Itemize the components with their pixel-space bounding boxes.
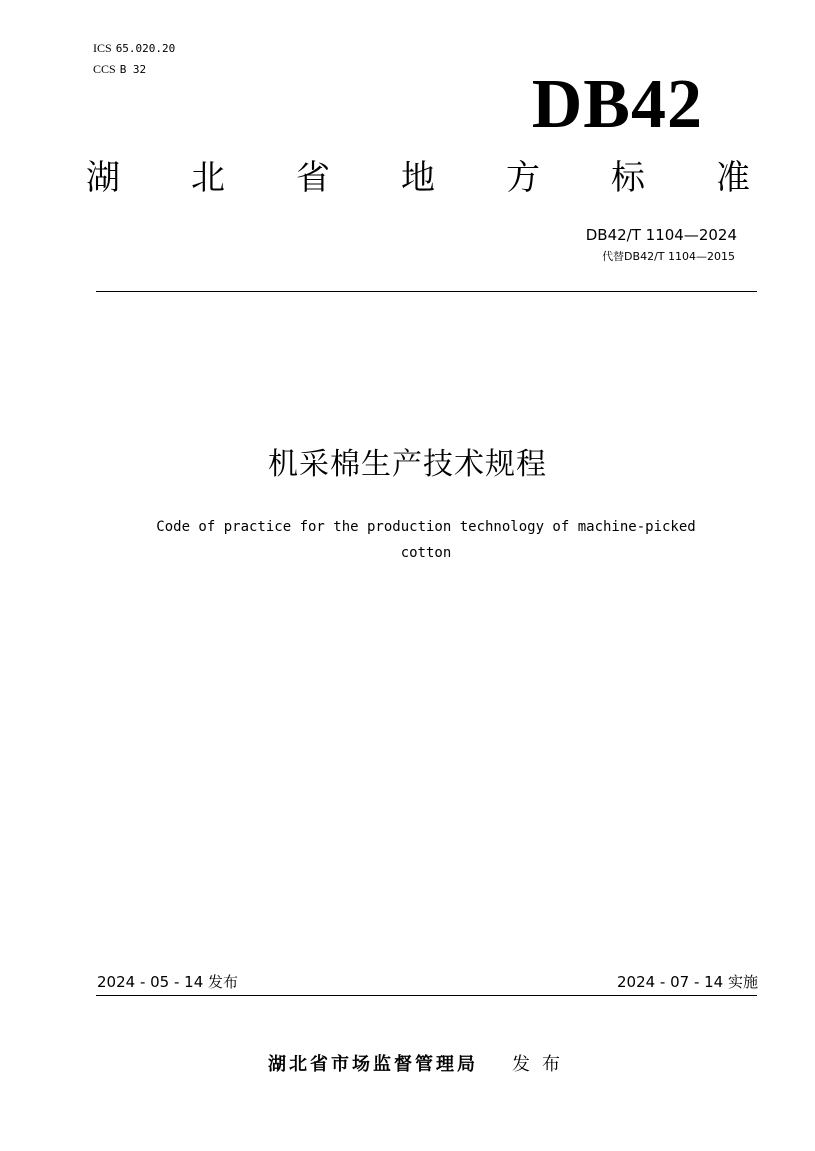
standard-type-char: 标 (611, 158, 645, 198)
ics-value: 65.020.20 (115, 42, 176, 55)
ics-code (93, 41, 175, 56)
standard-type-title (86, 156, 750, 200)
ics-label: ICS (93, 41, 112, 55)
standard-mark: DB42 (531, 66, 703, 143)
ccs-code (93, 62, 146, 77)
standard-type-char: 地 (401, 158, 435, 198)
header-divider (96, 291, 757, 292)
issuer-block (0, 1053, 815, 1077)
issue-label: 发布 (512, 1054, 572, 1075)
title-en-line: Code of practice for the production technology of machine-picked (156, 519, 696, 535)
standard-type-char: 北 (191, 158, 225, 198)
publish-date: 2024 - 05 - 14 发布 (97, 973, 239, 991)
replaced-standard: 代替DB42/T 1104—2015 (602, 250, 735, 263)
document-title-cn: 机采棉生产技术规程 (268, 447, 547, 482)
footer-divider (96, 995, 757, 996)
title-en-line: cotton (400, 545, 452, 561)
ccs-value: B 32 (119, 63, 147, 76)
standard-number: DB42/T 1104—2024 (585, 226, 737, 244)
ccs-label: CCS (93, 62, 116, 76)
standard-type-char: 准 (716, 158, 750, 198)
standard-type-char: 方 (506, 158, 540, 198)
standard-type-char: 湖 (86, 158, 120, 198)
issuer-name: 湖北省市场监督管理局 (268, 1054, 478, 1075)
standard-type-char: 省 (296, 158, 330, 198)
document-title-en (0, 514, 815, 566)
effective-date: 2024 - 07 - 14 实施 (616, 973, 758, 991)
